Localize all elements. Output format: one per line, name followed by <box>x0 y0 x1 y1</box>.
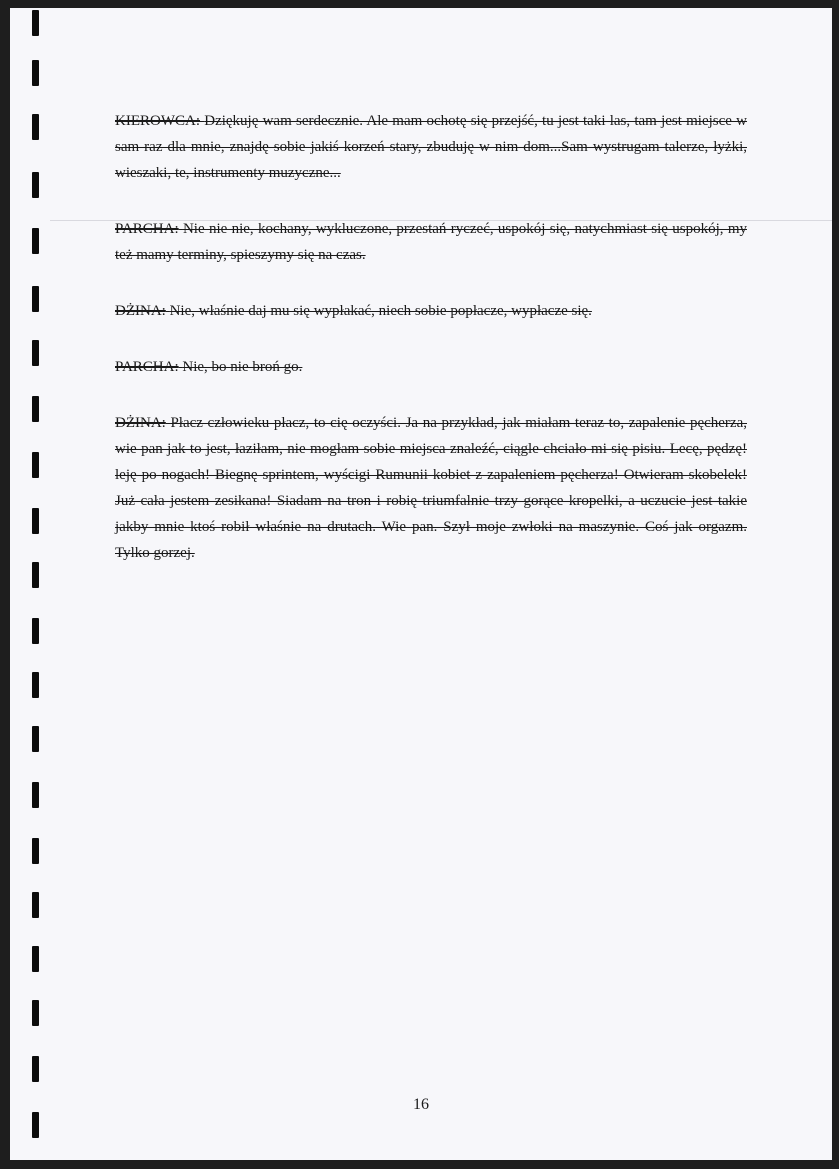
dialogue-body <box>115 108 747 596</box>
binding-hole <box>32 508 39 534</box>
dialogue-text: Nie, bo nie broń go. <box>182 359 303 375</box>
binding-hole <box>32 1056 39 1082</box>
binding-hole <box>32 10 39 36</box>
document-page <box>10 8 832 1160</box>
dialogue-text: Płacz człowieku płacz, to cię oczyści. Ja na przykład, jak miałam teraz to, zapalenie pęcherza, wie pan jak to jest, łaziłam, nie mogłam sobie miejsca znaleźć, ciągle chciało mi się pisiu. Lecę, pędzę! leję po nogach! Biegnę sprintem, wyścigi Rumunii kobiet z zapaleniem pęcherza! Otwieram skobelek! Już cała jestem zesikana! Siadam na tron i robię triumfalnie trzy gorące kropelki, a uczucie jest takie jakby mnie ktoś robił właśnie na drutach. Wie pan. Szył moje zwłoki na maszynie. Coś jak orgazm. Tylko gorzej. <box>115 415 747 561</box>
binding-hole <box>32 672 39 698</box>
dialogue-text: Nie nie nie, kochany, wykluczone, przestań ryczeć, uspokój się, natychmiast się uspokój, my też mamy terminy, spieszymy się na czas. <box>115 221 747 263</box>
speaker-name: DŻINA: <box>115 303 166 319</box>
binding-hole <box>32 618 39 644</box>
binding-hole <box>32 838 39 864</box>
dialogue-paragraph <box>115 410 747 566</box>
dialogue-paragraph <box>115 108 747 186</box>
dialogue-text: Dziękuję wam serdecznie. Ale mam ochotę się przejść, tu jest taki las, tam jest miejsce w sam raz dla mnie, znajdę sobie jakiś korzeń stary, zbuduję w nim dom...Sam wystrugam talerze, łyżki, wieszaki, te, instrumenty muzyczne... <box>115 113 748 181</box>
comb-binding <box>10 8 50 1160</box>
dialogue-text: Nie, właśnie daj mu się wypłakać, niech sobie popłacze, wypłacze się. <box>169 303 592 319</box>
page-number: 16 <box>413 1096 429 1113</box>
speaker-name: KIEROWCA: <box>115 113 200 129</box>
binding-hole <box>32 172 39 198</box>
binding-hole <box>32 228 39 254</box>
binding-hole <box>32 452 39 478</box>
speaker-name: PARCHA: <box>115 359 179 375</box>
dialogue-paragraph <box>115 216 747 268</box>
binding-hole <box>32 892 39 918</box>
binding-hole <box>32 1000 39 1026</box>
binding-hole <box>32 782 39 808</box>
binding-hole <box>32 562 39 588</box>
binding-hole <box>32 340 39 366</box>
binding-hole <box>32 946 39 972</box>
speaker-name: PARCHA: <box>115 221 179 237</box>
binding-hole <box>32 396 39 422</box>
dialogue-paragraph <box>115 354 747 380</box>
binding-hole <box>32 60 39 86</box>
binding-hole <box>32 114 39 140</box>
speaker-name: DŻINA: <box>115 415 166 431</box>
binding-hole <box>32 1112 39 1138</box>
dialogue-paragraph <box>115 298 747 324</box>
binding-hole <box>32 286 39 312</box>
binding-hole <box>32 726 39 752</box>
